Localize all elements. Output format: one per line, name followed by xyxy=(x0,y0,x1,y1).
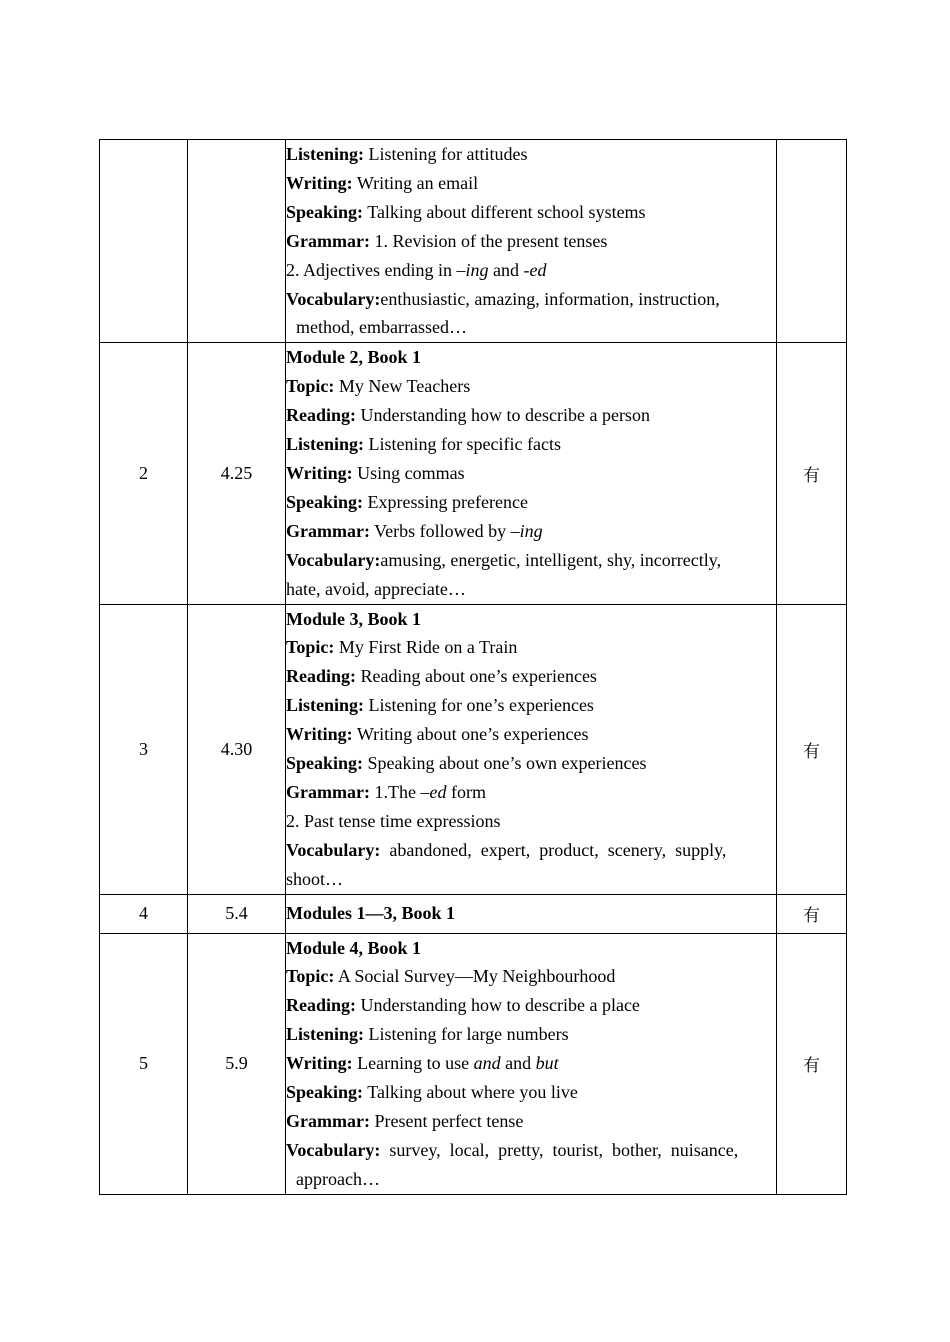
week-cell: 4 xyxy=(100,894,188,933)
content-line: Speaking: Talking about where you live xyxy=(286,1082,578,1103)
week-cell: 2 xyxy=(100,343,188,604)
table-row xyxy=(100,933,847,1194)
content-line: Vocabulary: survey, local, pretty, tourist, bother, nuisance, xyxy=(286,1139,739,1160)
content-line: Vocabulary:amusing, energetic, intelligent, shy, incorrectly, xyxy=(286,549,722,570)
content-line: Vocabulary:enthusiastic, amazing, information, instruction, xyxy=(286,288,720,309)
date-cell: 4.30 xyxy=(188,604,286,894)
mark-cell xyxy=(777,140,847,343)
week-cell: 5 xyxy=(100,933,188,1194)
content-line: Speaking: Talking about different school systems xyxy=(286,201,646,222)
mark-cell: 有 xyxy=(777,343,847,604)
content-line: Reading: Reading about one’s experiences xyxy=(286,666,597,687)
date-cell: 4.25 xyxy=(188,343,286,604)
content-cell xyxy=(286,140,777,343)
content-line: Topic: My First Ride on a Train xyxy=(286,637,518,658)
content-cell xyxy=(286,343,777,604)
content-line: Speaking: Speaking about one’s own experiences xyxy=(286,753,647,774)
table-row xyxy=(100,343,847,604)
content-line: approach… xyxy=(296,1168,380,1189)
content-line: Vocabulary: abandoned, expert, product, scenery, supply, xyxy=(286,839,727,860)
date-cell xyxy=(188,140,286,343)
content-line: Listening: Listening for specific facts xyxy=(286,434,561,455)
mark-cell: 有 xyxy=(777,894,847,933)
schedule-table xyxy=(99,139,847,1195)
date-cell: 5.9 xyxy=(188,933,286,1194)
content-line: Topic: A Social Survey—My Neighbourhood xyxy=(286,966,616,987)
table-row xyxy=(100,140,847,343)
table-row xyxy=(100,604,847,894)
content-line: Listening: Listening for attitudes xyxy=(286,144,528,164)
content-cell xyxy=(286,894,777,933)
module-title: Module 4, Book 1 xyxy=(286,937,422,958)
table-row xyxy=(100,894,847,933)
content-line: Grammar: Present perfect tense xyxy=(286,1111,524,1131)
content-line: Writing: Writing an email xyxy=(286,172,479,193)
week-cell: 3 xyxy=(100,604,188,894)
module-title: Modules 1—3, Book 1 xyxy=(286,903,456,924)
content-line: Listening: Listening for large numbers xyxy=(286,1024,569,1045)
content-line: 2. Past tense time expressions xyxy=(286,810,501,831)
content-line: Writing: Learning to use and and but xyxy=(286,1053,559,1074)
content-line: Grammar: 1.The –ed form xyxy=(286,781,486,802)
content-line: Listening: Listening for one’s experiences xyxy=(286,695,594,716)
content-line: 2. Adjectives ending in –ing and -ed xyxy=(286,259,547,280)
mark-cell: 有 xyxy=(777,933,847,1194)
content-line: Writing: Using commas xyxy=(286,462,465,483)
content-line: Reading: Understanding how to describe a person xyxy=(286,405,650,426)
content-line: Writing: Writing about one’s experiences xyxy=(286,724,589,745)
content-line: Reading: Understanding how to describe a place xyxy=(286,995,640,1016)
week-cell xyxy=(100,140,188,343)
module-title: Module 3, Book 1 xyxy=(286,608,422,629)
content-line: method, embarrassed… xyxy=(296,317,467,338)
content-cell xyxy=(286,604,777,894)
content-line: Grammar: 1. Revision of the present tenses xyxy=(286,230,608,251)
content-line: hate, avoid, appreciate… xyxy=(286,578,466,599)
content-line: Speaking: Expressing preference xyxy=(286,491,528,512)
content-line: shoot… xyxy=(286,868,344,889)
content-line: Topic: My New Teachers xyxy=(286,376,471,397)
date-cell: 5.4 xyxy=(188,894,286,933)
content-cell xyxy=(286,933,777,1194)
content-line: Grammar: Verbs followed by –ing xyxy=(286,520,543,541)
module-title: Module 2, Book 1 xyxy=(286,347,422,368)
mark-cell: 有 xyxy=(777,604,847,894)
